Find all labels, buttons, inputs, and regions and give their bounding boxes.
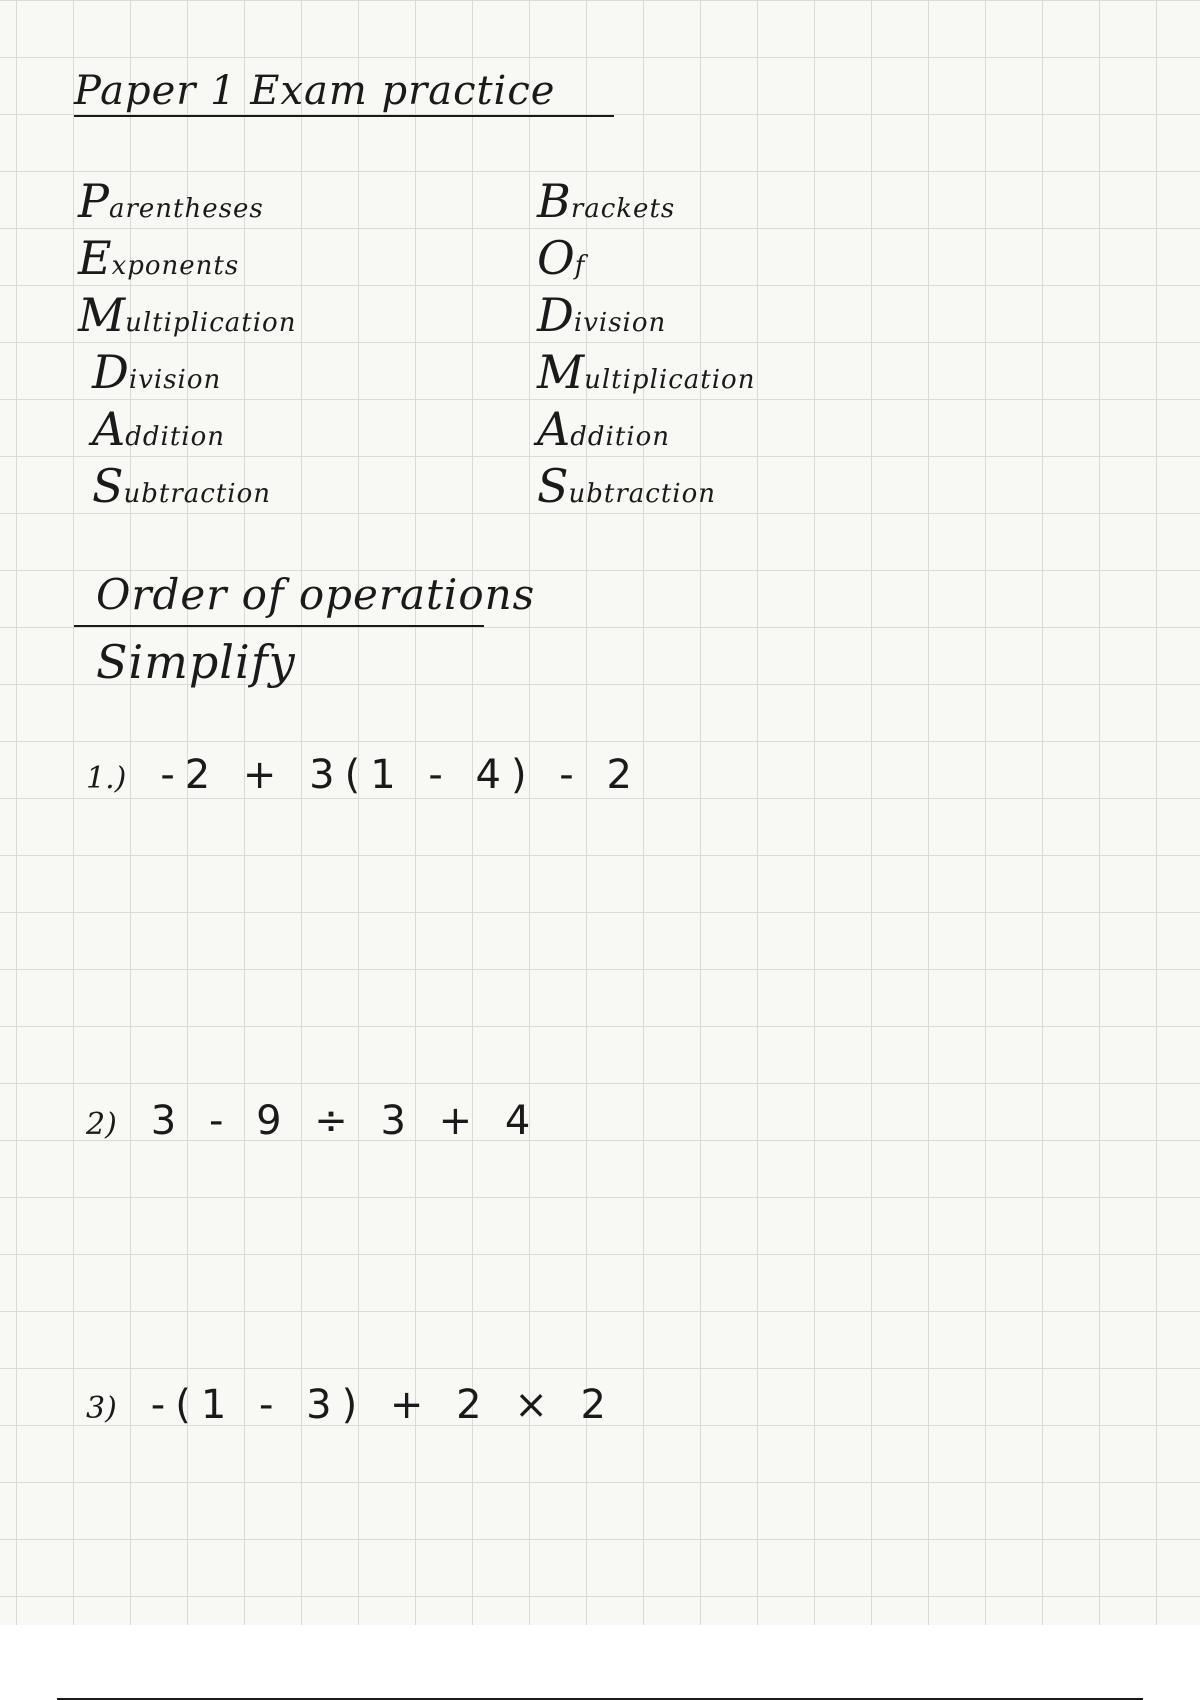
pemdas-item xyxy=(92,345,296,406)
mnemonic-word: ivision xyxy=(128,365,222,395)
section-heading: Order of operations xyxy=(96,570,536,619)
page-title: Paper 1 Exam practice xyxy=(74,68,556,114)
mnemonic-word: arentheses xyxy=(108,194,264,224)
bodmas-item xyxy=(537,402,755,463)
mnemonic-letter: P xyxy=(78,174,109,228)
mnemonic-letter: A xyxy=(92,402,126,456)
mnemonic-letter: B xyxy=(537,174,571,228)
mnemonic-letter: M xyxy=(78,288,126,342)
mnemonic-word: ubtraction xyxy=(123,479,272,509)
mnemonic-word: ivision xyxy=(573,308,667,338)
pemdas-item xyxy=(92,459,296,520)
problem-number: 3) xyxy=(86,1391,117,1426)
pemdas-item xyxy=(78,231,296,292)
mnemonic-letter: A xyxy=(537,402,571,456)
mnemonic-word: f xyxy=(574,251,586,281)
mnemonic-letter: S xyxy=(537,459,569,513)
bodmas-item xyxy=(537,459,755,520)
bodmas-item xyxy=(537,231,755,292)
title-underline xyxy=(74,115,614,117)
bodmas-item xyxy=(537,174,755,235)
mnemonic-letter: E xyxy=(78,231,112,285)
problem-number: 1.) xyxy=(86,761,127,796)
bodmas-list xyxy=(537,174,756,520)
mnemonic-word: ultiplication xyxy=(125,308,297,338)
mnemonic-word: ubtraction xyxy=(568,479,717,509)
problem-number: 2) xyxy=(86,1107,117,1142)
mnemonic-word: ddition xyxy=(570,422,670,452)
mnemonic-letter: D xyxy=(92,345,129,399)
mnemonic-letter: S xyxy=(92,459,124,513)
problem-1 xyxy=(86,752,642,798)
problem-expression: -(1 - 3) + 2 × 2 xyxy=(150,1382,616,1428)
problem-2 xyxy=(86,1098,540,1144)
section-subheading: Simplify xyxy=(96,635,296,689)
mnemonic-letter: M xyxy=(537,345,585,399)
mnemonic-word: ultiplication xyxy=(584,365,756,395)
pemdas-list xyxy=(78,174,297,520)
mnemonic-letter: O xyxy=(537,231,575,285)
problem-expression: 3 - 9 ÷ 3 + 4 xyxy=(150,1098,541,1144)
bodmas-item xyxy=(537,288,755,349)
pemdas-item xyxy=(78,288,297,349)
mnemonic-word: ddition xyxy=(125,422,225,452)
problem-3 xyxy=(86,1382,616,1428)
mnemonic-word: rackets xyxy=(570,194,676,224)
section-underline xyxy=(74,625,484,627)
mnemonic-letter: D xyxy=(537,288,574,342)
mnemonic-word: xponents xyxy=(111,251,240,281)
problem-expression: -2 + 3(1 - 4) - 2 xyxy=(160,752,642,798)
pemdas-item xyxy=(78,174,296,235)
pemdas-item xyxy=(92,402,296,463)
bodmas-item xyxy=(537,345,756,406)
